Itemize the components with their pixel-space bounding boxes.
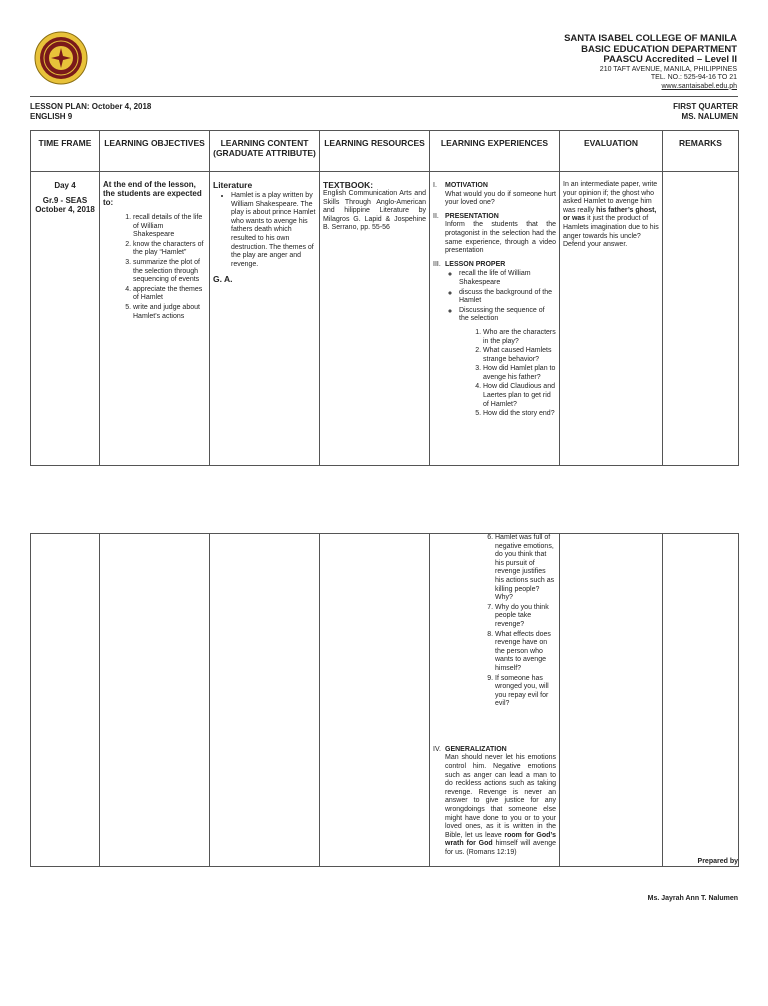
generalization-emphasis: room for God’s wrath for God <box>445 831 556 848</box>
col-resources: LEARNING RESOURCES <box>320 131 430 172</box>
website-link[interactable]: www.santaisabel.edu.ph <box>661 82 737 90</box>
prepared-by: Prepared by <box>697 858 738 865</box>
section-number: I. <box>433 182 437 189</box>
list-item: 3. summarize the plot of the selection through sequencing of events <box>133 259 206 285</box>
quarter-info <box>673 102 738 121</box>
institution-header <box>564 34 737 91</box>
col-time-frame: TIME FRAME <box>31 131 100 172</box>
content-cell <box>210 534 320 867</box>
list-item: 5. write and judge about Hamlet’s actions <box>133 304 206 321</box>
table-header-row <box>31 131 739 172</box>
list-item: 4. How did Claudious and Laertes plan to get rid of Hamlet? <box>483 383 556 409</box>
content-bullet: • Hamlet is a play written by William Shakespeare. The play is about prince Hamlet who wants to avenge his fathers death which resulted to his own destruction. The themes of the play are anger and revenge. <box>231 192 316 269</box>
address: 210 TAFT AVENUE, MANILA, PHILIPPINES <box>599 65 737 73</box>
list-item: ◦ discuss the background of the Hamlet <box>459 289 556 306</box>
list-item: 1. recall details of the life of William Shakespeare <box>133 214 206 240</box>
section: Gr.9 - SEAS <box>42 196 88 205</box>
list-item: ◦ recall the life of William Shakespeare <box>459 270 556 287</box>
section-text: Inform the students that the protagonist in the selection had the same experience, through a video presentation <box>445 221 556 255</box>
col-evaluation: EVALUATION <box>560 131 663 172</box>
list-item: 2. What caused Hamlets strange behavior? <box>483 347 556 364</box>
section-text <box>445 754 556 857</box>
time-frame-cell <box>31 172 100 466</box>
lesson-proper-section <box>433 261 556 419</box>
col-remarks: REMARKS <box>663 131 739 172</box>
generalization-text-cont: himself will avenge for us. (Romans 12:19) <box>445 840 556 856</box>
resources-title: TEXTBOOK: <box>323 180 374 190</box>
graduate-attribute: G. A. <box>213 274 233 285</box>
lesson-info <box>30 102 151 121</box>
generalization-text: Man should never let his emotions control him. Negative emotions such as anger can lead a man to do reckless actions such as taking revenge. Revenge is never an answer to give justice for any wrongdoings that someone else might have done to you or to your loved ones, as it is written in the Bible, let us leave <box>445 754 556 839</box>
list-item: 1. Who are the characters in the play? <box>483 329 556 346</box>
section-title: GENERALIZATION <box>445 745 507 753</box>
list-item: 8. What effects does revenge have on the person who wants to avenge himself? <box>495 631 556 674</box>
section-title: PRESENTATION <box>445 212 499 220</box>
evaluation-text-cont: it just the product of Hamlets imagination due to his anger towards his uncle? Defend your answer. <box>563 215 659 249</box>
resources-cell <box>320 534 430 867</box>
col-experiences: LEARNING EXPERIENCES <box>430 131 560 172</box>
generalization-section <box>433 746 556 858</box>
objectives-cell <box>100 172 210 466</box>
content-title: Literature <box>213 180 253 190</box>
table-row <box>31 534 739 867</box>
time-frame-cell <box>31 534 100 867</box>
col-objectives: LEARNING OBJECTIVES <box>100 131 210 172</box>
section-title: LESSON PROPER <box>445 260 506 268</box>
college-name: SANTA ISABEL COLLEGE OF MANILA <box>564 33 737 44</box>
evaluation-emphasis: his father’s ghost, or was <box>563 206 657 223</box>
date: October 4, 2018 <box>35 205 95 214</box>
list-item: ◦ Discussing the sequence of the selection <box>459 307 556 324</box>
table-row <box>31 172 739 466</box>
department-name: BASIC EDUCATION DEPARTMENT <box>581 43 737 55</box>
motivation-section <box>433 182 556 208</box>
remarks-cell <box>663 172 739 466</box>
quarter: FIRST QUARTER <box>673 102 738 111</box>
list-item: 7. Why do you think people take revenge? <box>495 604 556 630</box>
objectives-cell <box>100 534 210 867</box>
list-item: 9. If someone has wronged you, will you repay evil for evil? <box>495 675 556 709</box>
section-number: III. <box>433 260 441 268</box>
section-number: II. <box>433 212 439 220</box>
lesson-plan-table-continued <box>30 533 739 867</box>
header-divider <box>30 96 738 97</box>
list-item: 6. Hamlet was full of negative emotions, do you think that his pursuit of revenge justifies his actions such as killing people? Why? <box>495 534 556 603</box>
presentation-section <box>433 213 556 256</box>
col-content: LEARNING CONTENT (GRADUATE ATTRIBUTE) <box>210 131 320 172</box>
objectives-intro: At the end of the lesson, the students are expected to: <box>103 180 202 207</box>
accreditation: PAASCU Accredited – Level II <box>603 54 737 65</box>
telephone: TEL. NO.: 525-94-16 TO 21 <box>650 74 737 81</box>
experiences-cell <box>430 534 560 867</box>
experiences-cell <box>430 172 560 466</box>
evaluation-cell <box>560 534 663 867</box>
list-item: 5. How did the story end? <box>483 410 556 419</box>
college-seal <box>34 31 88 85</box>
signatory: Ms. Jayrah Ann T. Nalumen <box>647 895 738 902</box>
content-cell <box>210 172 320 466</box>
section-text: What would you do if someone hurt your loved one? <box>445 190 556 207</box>
evaluation-cell <box>560 172 663 466</box>
lesson-plan-date: LESSON PLAN: October 4, 2018 <box>30 102 152 111</box>
list-item: 2. know the characters of the play “Hamlet” <box>133 241 206 258</box>
list-item: 4. appreciate the themes of Hamlet <box>133 286 206 303</box>
section-number: IV. <box>433 745 441 753</box>
day: Day 4 <box>54 181 76 190</box>
subject: ENGLISH 9 <box>30 111 73 121</box>
lesson-plan-table <box>30 130 739 466</box>
resources-cell <box>320 172 430 466</box>
teacher: MS. NALUMEN <box>681 111 738 121</box>
resources-text: English Communication Arts and Skills Through Anglo-American and hilippine Literature by Milagros G. Lapid & Jospehine B. Serrano, pp. 55-56 <box>323 190 426 232</box>
evaluation-text: In an intermediate paper, write your opinion if; the ghost who asked Hamlet to avenge him was really <box>563 181 658 214</box>
remarks-cell <box>663 534 739 867</box>
list-item: 3. How did Hamlet plan to avenge his father? <box>483 365 556 382</box>
section-title: MOTIVATION <box>445 182 488 189</box>
